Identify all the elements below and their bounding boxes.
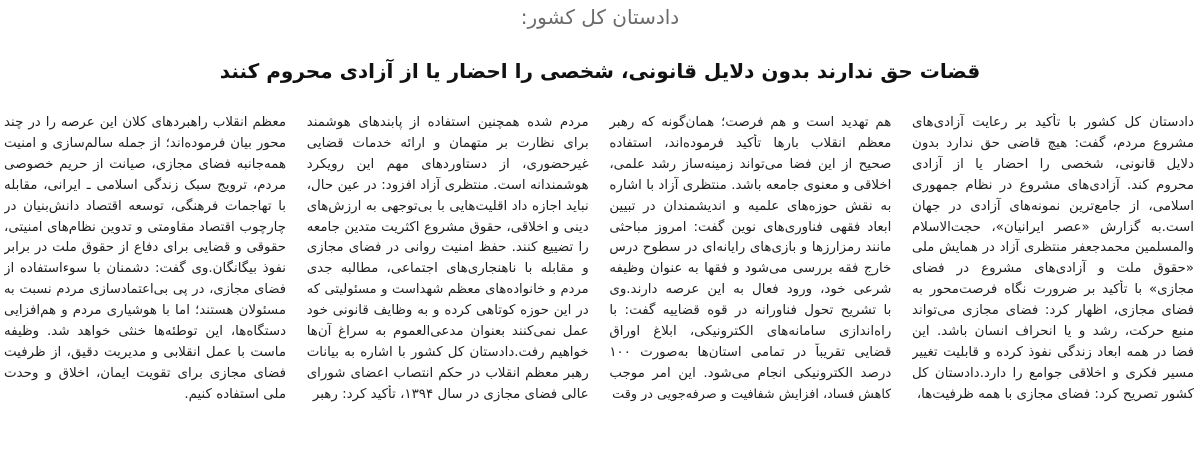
body-line: ابعاد فقهی فناوری‌های نوین گفت: امروز مباحثی	[609, 219, 892, 235]
body-column-2	[609, 113, 891, 449]
body-line: مردم شده همچنین استفاده از پابندهای هوشمند	[306, 115, 589, 130]
body-line: در این حوزه کوتاهی کرده و به وظایف قانونی خود	[306, 303, 589, 319]
body-line: فضا در همه ابعاد زندگی نفوذ کرده و قابلیت تغییر	[912, 344, 1194, 360]
body-line: قضایی تقریباً در تمامی استان‌ها به‌صورت ۱۰۰	[609, 344, 892, 360]
body-line: مشروع مردم، گفت: هیچ قاضی حق ندارد بدون	[912, 135, 1194, 151]
body-line: عمل نمی‌کنند بعنوان مدعی‌العموم به سراغ آن‌ها	[306, 324, 589, 340]
body-line: عالی فضای مجازی در سال ۱۳۹۴، تأکید کرد: رهبر	[312, 386, 589, 402]
body-line: ماست با عمل انقلابی و مدیریت دقیق، از ظرفیت	[4, 344, 287, 360]
body-line: دلایل قانونی، شخصی را احضار یا از آزادی	[912, 156, 1194, 172]
body-line: محور بیان فرموده‌اند؛ از جمله سالم‌سازی و امنیت	[4, 135, 287, 151]
body-line: مردم، ترویج سبک زندگی اسلامی ـ ایرانی، مقابله	[4, 177, 287, 193]
body-line: چارچوب اقتصاد مقاومتی و تدوین نظام‌های امنیتی،	[4, 219, 287, 235]
body-line: را تضییع کنند. حفظ امنیت روانی در فضای مجازی	[306, 240, 589, 256]
body-line: فضای مجازی، در پی بی‌اعتمادسازی مردم نسبت به	[4, 282, 287, 298]
body-line: حقوقی و قضایی برای دفاع از حقوق ملت در برابر	[4, 240, 287, 256]
body-line: مسیر فکری و اخلاقی جوامع را دارد.دادستان کل	[912, 365, 1194, 381]
body-line: راه‌اندازی سامانه‌های الکترونیکی، ابلاغ اوراق	[609, 324, 892, 340]
body-line: اسلامی، از جامع‌ترین نمونه‌های آزادی در جهان	[912, 198, 1194, 214]
body-line: مسئولان هستند؛ اما با هوشیاری مردم و هم‌افزایی	[4, 303, 287, 319]
body-column-4	[4, 113, 286, 449]
body-line: غیرحضوری، از دستاوردهای مهم این رویکرد	[306, 156, 589, 172]
body-line: شرعی خود، ورود فعال به این عرصه دارند.وی	[609, 282, 892, 298]
body-line: فضای مجازی، اظهار کرد: فضای مجازی می‌تواند	[912, 303, 1194, 319]
body-line: به نقش حوزه‌های علمیه و اندیشمندان در تبیین	[609, 198, 892, 214]
body-line: رهبر معظم انقلاب در حکم انتصاب اعضای شورای	[306, 365, 589, 381]
body-line: درصد الکترونیکی انجام می‌شود. این امر موجب	[609, 365, 892, 381]
body-line: دستگاه‌ها، این توطئه‌ها خنثی خواهد شد. وظیفه	[4, 324, 287, 340]
body-line: منبع حرکت، رشد و یا انحراف انسان باشد. این	[912, 324, 1194, 340]
article-kicker: دادستان کل کشور:	[520, 5, 680, 29]
body-line: خارج فقه بررسی می‌شود و فقها به عنوان وظیفه	[609, 261, 892, 277]
body-line: صحیح از این فضا می‌تواند زمینه‌ساز رشد علمی،	[609, 156, 892, 172]
body-line: با تشریح تحول فناورانه در قوه قضاییه گفت: با	[609, 303, 892, 319]
body-line: برای نظارت بر متهمان و ارائه خدمات قضایی	[306, 135, 589, 151]
body-line: نباید اجازه داد اقلیت‌هایی با بی‌توجهی به ارزش‌های	[306, 198, 589, 214]
body-line: اخلاقی و معنوی جامعه باشد. منتظری آزاد با اشاره	[609, 177, 892, 193]
body-line: محروم کند. آزادی‌های مشروع در نظام جمهوری	[912, 177, 1194, 193]
body-line: خواهیم رفت.دادستان کل کشور با اشاره به بیانات	[306, 344, 589, 360]
body-line: دادستان کل کشور با تأکید بر رعایت آزادی‌های	[912, 115, 1194, 130]
body-line: دینی و اخلاقی، حقوق مشروع اکثریت متدین جامعه	[306, 219, 589, 235]
body-line: مانند رمزارزها و بازی‌های رایانه‌ای در سطوح درس	[609, 240, 892, 256]
body-line: معظم انقلاب بارها تأکید فرموده‌اند، استفاده	[609, 135, 892, 151]
body-line: مردم و خانواده‌های معظم شهداست و مسئولیتی که	[306, 282, 589, 298]
article-headline: قضات حق ندارند بدون دلایل قانونی، شخصی را احضار یا از آزادی محروم کنند	[219, 59, 981, 83]
body-line: ملی استفاده کنیم.	[184, 386, 287, 402]
body-line: نفوذ بیگانگان.وی گفت: دشمنان با سوءاستفاده از	[4, 261, 287, 277]
body-line: هم تهدید است و هم فرصت؛ همان‌گونه که رهبر	[609, 115, 892, 130]
body-line: فضای مجازی برای تقویت ایمان، اخلاق و وحدت	[4, 365, 287, 381]
article-body	[4, 113, 1194, 449]
body-line: معظم انقلاب راهبردهای کلان این عرصه را در چند	[4, 115, 287, 130]
body-line: و مقابله با ناهنجاری‌های اجتماعی، مطالبه جدی	[306, 261, 589, 277]
body-line: «حقوق ملت و آزادی‌های مشروع در فضای	[912, 261, 1194, 277]
body-line: است.به گزارش «عصر ایرانیان»، حجت‌الاسلام	[912, 219, 1194, 235]
body-line: کاهش فساد، افزایش شفافیت و صرفه‌جویی در وقت	[612, 386, 892, 402]
body-column-1	[912, 113, 1194, 449]
body-column-3	[307, 113, 589, 449]
body-line: همه‌جانبه فضای مجازی، صیانت از حریم خصوصی	[4, 156, 287, 172]
body-line: مجازی» با تأکید بر ضرورت نگاه فرصت‌محور به	[912, 282, 1194, 298]
body-line: هوشمندانه است. منتظری آزاد افزود: در عین حال،	[306, 177, 589, 193]
body-line: کشور تصریح کرد: فضای مجازی با همه ظرفیت‌ها،	[916, 386, 1194, 402]
body-line: با تهاجمات فرهنگی، توسعه اقتصاد دانش‌بنیان در	[4, 198, 287, 214]
body-line: والمسلمین محمدجعفر منتظری آزاد در همایش ملی	[912, 240, 1194, 256]
